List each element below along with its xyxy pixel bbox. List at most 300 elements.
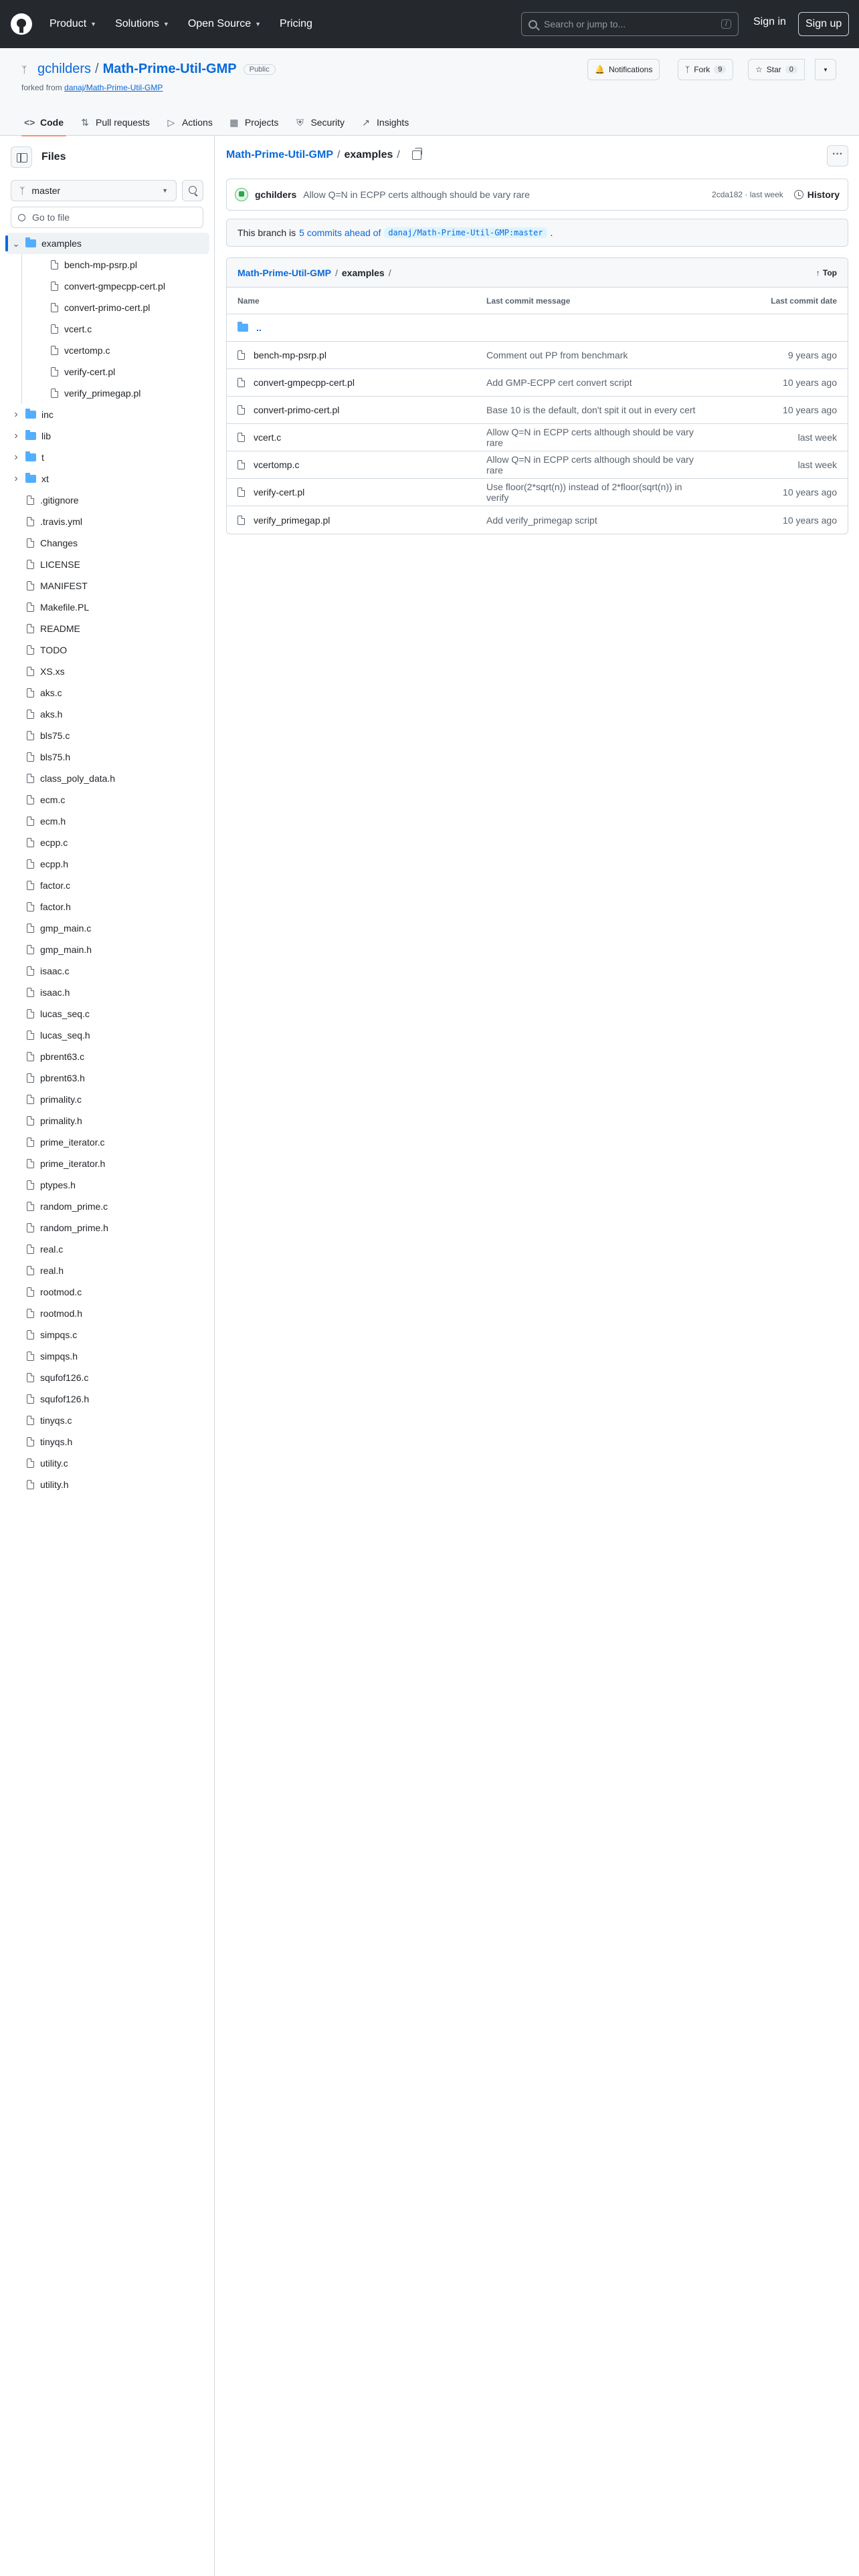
tree-item-label: ecm.c <box>40 794 66 805</box>
files-header <box>11 146 66 168</box>
tab-pull-requests[interactable] <box>72 109 158 136</box>
tree-file-item[interactable] <box>5 1089 209 1110</box>
file-icon <box>51 303 58 312</box>
tree-file-item[interactable] <box>5 1217 209 1239</box>
chevron-down-icon[interactable]: ⌄ <box>12 237 20 249</box>
file-icon <box>237 488 245 497</box>
file-icon <box>27 688 34 697</box>
file-icon <box>51 260 58 270</box>
tree-file-item[interactable] <box>5 1046 209 1067</box>
file-table-columns <box>227 288 848 314</box>
tree-item-label: bls75.h <box>40 752 71 762</box>
file-icon <box>27 752 34 762</box>
file-icon <box>27 517 34 526</box>
file-icon <box>27 1052 34 1061</box>
tree-file-item[interactable] <box>5 361 209 383</box>
file-icon <box>27 581 34 591</box>
commit-date: 10 years ago <box>783 405 837 415</box>
column-last-commit-date: Last commit date <box>771 296 837 306</box>
avatar[interactable] <box>235 188 248 201</box>
tree-file-item[interactable] <box>5 1474 209 1495</box>
tree-file-item[interactable] <box>5 725 209 746</box>
file-icon <box>27 1223 34 1232</box>
file-icon <box>27 496 34 505</box>
file-icon <box>27 1138 34 1147</box>
collapse-sidebar-button[interactable] <box>11 146 32 168</box>
commit-message-link[interactable]: Comment out PP from benchmark <box>486 350 628 360</box>
tree-file-item[interactable] <box>5 853 209 875</box>
search-shortcut-key: / <box>721 19 731 29</box>
chevron-right-icon[interactable]: › <box>14 409 18 420</box>
tree-item-label: MANIFEST <box>40 580 88 591</box>
tree-item-label: README <box>40 623 80 634</box>
file-icon <box>27 1266 34 1275</box>
tree-folder-item[interactable] <box>5 447 209 468</box>
commit-message-link[interactable]: Allow Q=N in ECPP certs although should be vary rare <box>486 427 694 448</box>
play-icon: ▷ <box>167 116 175 128</box>
tree-item-label: XS.xs <box>40 666 65 677</box>
tree-item-label: convert-primo-cert.pl <box>64 302 151 313</box>
repo-forked-icon: ᛉ <box>21 64 27 75</box>
parent-directory-link[interactable]: .. <box>256 322 262 333</box>
tree-item-label: vcert.c <box>64 324 92 334</box>
table-breadcrumb-folder: examples <box>341 267 385 278</box>
file-name-link[interactable]: convert-gmpecpp-cert.pl <box>254 377 355 388</box>
copy-path-icon[interactable] <box>412 150 421 160</box>
tree-file-item[interactable] <box>5 1153 209 1174</box>
tree-file-item[interactable] <box>5 532 209 554</box>
file-icon <box>27 1159 34 1168</box>
commit-author-link[interactable]: gchilders <box>255 189 297 200</box>
commit-message-link[interactable]: Allow Q=N in ECPP certs although should be vary rare <box>486 454 694 475</box>
file-name-cell <box>237 487 486 498</box>
commit-date: 10 years ago <box>783 377 837 388</box>
breadcrumb-separator: / <box>335 267 338 278</box>
chevron-right-icon[interactable]: › <box>14 473 18 484</box>
history-label: History <box>807 189 840 200</box>
folder-icon <box>237 324 248 332</box>
chevron-right-icon[interactable]: › <box>14 451 18 463</box>
nav-open-source[interactable] <box>188 18 261 30</box>
tree-file-item[interactable] <box>5 254 209 276</box>
pull-request-icon: ⇅ <box>81 116 89 128</box>
tree-item-label: vcertomp.c <box>64 345 110 356</box>
star-icon: ☆ <box>755 65 763 74</box>
tree-file-item[interactable] <box>5 1196 209 1217</box>
branch-selector[interactable] <box>11 180 177 201</box>
tree-item-label: tinyqs.c <box>40 1415 72 1426</box>
tree-folder-item[interactable] <box>5 468 209 490</box>
tree-item-label: pbrent63.h <box>40 1073 85 1083</box>
tree-item-label: primality.h <box>40 1115 82 1126</box>
tree-file-item[interactable] <box>5 1260 209 1281</box>
tree-file-item[interactable] <box>5 639 209 661</box>
tree-file-item[interactable] <box>5 1003 209 1025</box>
table-row[interactable] <box>227 397 848 424</box>
table-row[interactable] <box>227 479 848 506</box>
tab-insights[interactable] <box>353 109 417 136</box>
tree-item-label: ptypes.h <box>40 1180 76 1190</box>
commit-message-link[interactable]: Base 10 is the default, don't spit it out in every cert <box>486 405 696 415</box>
tree-item-label: lucas_seq.h <box>40 1030 90 1041</box>
file-icon <box>27 1073 34 1083</box>
file-icon <box>27 859 34 869</box>
tree-file-item[interactable] <box>5 618 209 639</box>
tree-item-label: utility.h <box>40 1479 69 1490</box>
forked-from <box>21 83 163 92</box>
title-separator: / <box>95 62 99 76</box>
tree-item-label: squfof126.c <box>40 1372 89 1383</box>
notifications-label: Notifications <box>608 65 653 74</box>
tab-security[interactable] <box>286 109 353 136</box>
tree-file-item[interactable] <box>5 1453 209 1474</box>
search-icon <box>18 214 25 221</box>
tree-item-label: convert-gmpecpp-cert.pl <box>64 281 165 292</box>
ahead-prefix: This branch is <box>237 227 296 238</box>
parent-directory-cell <box>237 322 486 333</box>
tree-item-label: inc <box>41 409 54 420</box>
file-table-header <box>227 258 848 288</box>
ahead-suffix: . <box>550 227 553 238</box>
file-icon <box>27 1116 34 1125</box>
file-name-link[interactable]: vcertomp.c <box>254 459 300 470</box>
file-icon <box>27 624 34 633</box>
tree-item-label: prime_iterator.c <box>40 1137 105 1148</box>
tree-file-item[interactable] <box>5 554 209 575</box>
github-logo-icon[interactable] <box>11 13 32 35</box>
table-row[interactable] <box>227 342 848 369</box>
file-icon <box>27 838 34 847</box>
tree-file-item[interactable] <box>5 1431 209 1453</box>
fork-count: 9 <box>714 66 726 74</box>
tree-item-label: utility.c <box>40 1458 68 1469</box>
tree-item-label: random_prime.c <box>40 1201 108 1212</box>
tree-item-label: rootmod.c <box>40 1287 82 1297</box>
chevron-down-icon: ▼ <box>823 66 828 73</box>
commit-hash-time[interactable]: 2cda182 · last week <box>712 190 783 199</box>
file-icon <box>237 516 245 525</box>
branch-ahead-notice <box>226 219 848 247</box>
commit-message-link[interactable]: Add verify_primegap script <box>486 514 597 526</box>
file-icon <box>27 1287 34 1297</box>
column-name: Name <box>237 296 260 306</box>
repo-header <box>0 48 859 136</box>
tree-file-item[interactable] <box>5 768 209 789</box>
tree-file-item[interactable] <box>5 490 209 511</box>
go-to-file-placeholder: Go to file <box>32 212 70 223</box>
tab-label: Security <box>310 117 345 128</box>
tree-file-item[interactable] <box>5 1281 209 1303</box>
file-icon <box>27 667 34 676</box>
tree-item-label: simpqs.h <box>40 1351 78 1362</box>
table-row[interactable] <box>227 506 848 534</box>
tree-file-item[interactable] <box>5 340 209 361</box>
forked-from-link[interactable]: danaj/Math-Prime-Util-GMP <box>64 83 163 92</box>
file-icon <box>27 924 34 933</box>
parent-directory-row[interactable] <box>227 314 848 342</box>
tree-item-label: Makefile.PL <box>40 602 90 613</box>
tree-file-item[interactable] <box>5 832 209 853</box>
tree-item-label: TODO <box>40 645 68 655</box>
nav-label: Open Source <box>187 18 252 29</box>
breadcrumb-separator: / <box>388 267 391 278</box>
folder-icon <box>25 411 36 419</box>
tree-item-label: simpqs.c <box>40 1329 78 1340</box>
tree-item-label: t <box>41 452 44 463</box>
tree-file-item[interactable] <box>5 1324 209 1346</box>
tree-file-item[interactable] <box>5 1174 209 1196</box>
repo-owner-link[interactable]: gchilders <box>37 62 92 76</box>
more-options-button[interactable]: ··· <box>827 145 848 167</box>
nav-label: Product <box>50 18 87 29</box>
tree-item-label: real.h <box>40 1265 64 1276</box>
file-icon <box>27 774 34 783</box>
file-icon <box>27 1309 34 1318</box>
file-icon <box>27 1352 34 1361</box>
folder-icon <box>25 475 36 483</box>
tree-file-item[interactable] <box>5 960 209 982</box>
tree-file-item[interactable] <box>5 1239 209 1260</box>
star-button[interactable] <box>748 59 805 80</box>
file-name-link[interactable]: vcert.c <box>254 432 282 443</box>
file-icon <box>27 710 34 719</box>
tree-file-item[interactable] <box>5 661 209 682</box>
tree-item-label: lib <box>41 431 52 441</box>
tree-item-label: ecpp.c <box>40 837 68 848</box>
star-dropdown-button[interactable] <box>815 59 836 80</box>
commit-date: last week <box>797 432 837 443</box>
history-icon <box>794 190 803 199</box>
file-icon <box>27 1031 34 1040</box>
table-breadcrumb-repo-link[interactable]: Math-Prime-Util-GMP <box>237 267 331 278</box>
nav-label: Solutions <box>115 18 159 29</box>
commit-date: 10 years ago <box>783 487 837 498</box>
tree-file-item[interactable] <box>5 276 209 297</box>
upstream-ref: danaj/Math-Prime-Util-GMP:master <box>384 227 547 238</box>
tree-file-item[interactable] <box>5 918 209 939</box>
file-icon <box>27 1009 34 1018</box>
chevron-right-icon[interactable]: › <box>14 430 18 441</box>
file-icon <box>27 1373 34 1382</box>
tab-label: Actions <box>181 117 213 128</box>
file-icon <box>51 389 58 398</box>
tree-item-label: squfof126.h <box>40 1394 90 1404</box>
tree-file-item[interactable] <box>5 896 209 918</box>
tree-file-item[interactable] <box>5 939 209 960</box>
tree-file-item[interactable] <box>5 575 209 597</box>
tree-indent-guide <box>21 254 22 404</box>
file-icon <box>27 902 34 911</box>
history-button[interactable] <box>794 189 840 200</box>
tree-item-label: ecpp.h <box>40 859 69 869</box>
tree-item-label: xt <box>41 473 49 484</box>
tree-file-item[interactable] <box>5 1367 209 1388</box>
tree-file-item[interactable] <box>5 1388 209 1410</box>
tree-item-label: .gitignore <box>40 495 79 506</box>
file-rows <box>227 342 848 534</box>
latest-commit-bar <box>226 179 848 211</box>
go-to-file-input[interactable] <box>11 207 203 228</box>
tab-label: Pull requests <box>96 117 150 128</box>
tree-file-item[interactable] <box>5 704 209 725</box>
file-icon <box>27 817 34 826</box>
tree-file-item[interactable] <box>5 383 209 404</box>
tab-label: Code <box>40 117 64 128</box>
tree-item-label: aks.h <box>40 709 63 720</box>
file-icon <box>27 1480 34 1489</box>
file-icon <box>27 645 34 655</box>
fork-button[interactable] <box>678 59 733 80</box>
tree-item-label: tinyqs.h <box>40 1436 73 1447</box>
tree-file-item[interactable] <box>5 1025 209 1046</box>
search-placeholder: Search or jump to... <box>544 19 626 29</box>
commits-ahead-link[interactable]: 5 commits ahead of <box>299 227 381 238</box>
back-to-top-button[interactable] <box>816 268 837 278</box>
commit-message-link[interactable]: Allow Q=N in ECPP certs although should be vary rare <box>303 189 530 200</box>
tree-file-item[interactable] <box>5 746 209 768</box>
tree-folder-item[interactable] <box>5 233 209 254</box>
table-row[interactable] <box>227 451 848 479</box>
tree-item-label: examples <box>41 238 82 249</box>
file-tree <box>5 233 209 1495</box>
tree-file-item[interactable] <box>5 318 209 340</box>
tab-actions[interactable] <box>158 109 221 136</box>
file-icon <box>237 460 245 469</box>
file-icon <box>27 1180 34 1190</box>
notifications-button[interactable] <box>587 59 660 80</box>
tree-item-label: rootmod.h <box>40 1308 83 1319</box>
file-name-link[interactable]: convert-primo-cert.pl <box>254 405 340 415</box>
tree-item-label: bench-mp-psrp.pl <box>64 259 137 270</box>
chevron-down-icon: ▼ <box>90 21 97 27</box>
folder-icon <box>25 239 36 247</box>
file-icon <box>51 367 58 377</box>
repo-name-link[interactable]: Math-Prime-Util-GMP <box>102 62 237 76</box>
tree-file-item[interactable] <box>5 1346 209 1367</box>
table-icon: ▦ <box>229 116 239 128</box>
file-icon <box>237 378 245 387</box>
commit-date: 9 years ago <box>787 350 837 360</box>
breadcrumb-current-folder: examples <box>344 149 393 160</box>
breadcrumb-repo-link[interactable]: Math-Prime-Util-GMP <box>226 149 333 160</box>
global-search-input[interactable] <box>521 12 739 36</box>
bell-icon: 🔔 <box>595 65 605 74</box>
sign-in-link[interactable]: Sign in <box>753 16 786 27</box>
file-icon <box>51 324 58 334</box>
file-icon <box>27 1245 34 1254</box>
file-icon <box>27 1394 34 1404</box>
arrow-up-icon: ↑ <box>816 267 820 278</box>
commit-message-link[interactable]: Use floor(2*sqrt(n)) instead of 2*floor(sqrt(n)) in verify <box>486 481 682 503</box>
nav-pricing[interactable] <box>280 18 312 30</box>
file-icon <box>237 433 245 442</box>
file-icon <box>237 405 245 415</box>
file-icon <box>27 795 34 804</box>
tree-item-label: Changes <box>40 538 78 548</box>
chevron-down-icon: ▼ <box>255 21 262 27</box>
tree-file-item[interactable] <box>5 1110 209 1132</box>
tree-file-item[interactable] <box>5 875 209 896</box>
shield-icon: ⛨ <box>296 116 304 128</box>
tree-file-item[interactable] <box>5 1132 209 1153</box>
file-table <box>226 257 848 534</box>
tree-item-label: lucas_seq.c <box>40 1008 90 1019</box>
tree-file-item[interactable] <box>5 1410 209 1431</box>
repo-forked-icon: ᛉ <box>685 65 690 74</box>
tab-code[interactable] <box>16 109 72 136</box>
star-label: Star <box>766 65 781 74</box>
repo-tabs <box>16 109 417 136</box>
table-row[interactable] <box>227 369 848 397</box>
tree-file-item[interactable] <box>5 297 209 318</box>
tree-item-label: isaac.h <box>40 987 70 998</box>
file-name-cell <box>237 432 486 443</box>
tree-item-label: bls75.c <box>40 730 70 741</box>
file-name-cell <box>237 350 486 360</box>
file-icon <box>27 560 34 569</box>
search-files-button[interactable] <box>182 180 203 201</box>
file-icon <box>237 350 245 360</box>
tree-item-label: aks.c <box>40 687 62 698</box>
file-icon <box>27 1202 34 1211</box>
forked-prefix: forked from <box>21 83 62 92</box>
folder-icon <box>25 432 36 440</box>
tree-item-label: factor.c <box>40 880 71 891</box>
commit-message-link[interactable]: Add GMP-ECPP cert convert script <box>486 377 632 388</box>
git-branch-icon: ᛉ <box>19 185 25 196</box>
tree-file-item[interactable] <box>5 1303 209 1324</box>
tree-file-item[interactable] <box>5 982 209 1003</box>
breadcrumb-separator: / <box>337 149 341 160</box>
file-name-cell <box>237 377 486 388</box>
table-row[interactable] <box>227 424 848 451</box>
files-title: Files <box>41 151 66 163</box>
tree-item-label: class_poly_data.h <box>40 773 116 784</box>
star-count: 0 <box>785 66 797 74</box>
tree-item-label: gmp_main.h <box>40 944 92 955</box>
tree-file-item[interactable] <box>5 811 209 832</box>
tree-item-label: primality.c <box>40 1094 82 1105</box>
tree-item-label: random_prime.h <box>40 1222 108 1233</box>
tree-folder-item[interactable] <box>5 425 209 447</box>
file-icon <box>27 1416 34 1425</box>
chevron-down-icon: ▼ <box>163 21 169 27</box>
tree-folder-item[interactable] <box>5 404 209 425</box>
breadcrumb <box>226 149 421 161</box>
commit-date: last week <box>797 459 837 470</box>
tree-file-item[interactable] <box>5 511 209 532</box>
file-name-link[interactable]: bench-mp-psrp.pl <box>254 350 326 360</box>
file-icon <box>27 1459 34 1468</box>
file-icon <box>51 346 58 355</box>
file-name-link[interactable]: verify_primegap.pl <box>254 514 330 526</box>
file-name-link[interactable]: verify-cert.pl <box>254 487 305 498</box>
tree-item-label: prime_iterator.h <box>40 1158 106 1169</box>
tree-file-item[interactable] <box>5 789 209 811</box>
nav-product[interactable] <box>50 18 96 30</box>
code-icon: <> <box>24 117 35 128</box>
tree-item-label: isaac.c <box>40 966 70 976</box>
sign-up-button[interactable]: Sign up <box>798 12 849 36</box>
nav-solutions[interactable] <box>115 18 169 30</box>
tab-projects[interactable] <box>221 109 287 136</box>
repo-title <box>21 62 276 77</box>
tree-file-item[interactable] <box>5 597 209 618</box>
top-label: Top <box>822 267 837 278</box>
tree-item-label: verify-cert.pl <box>64 366 116 377</box>
tree-file-item[interactable] <box>5 682 209 704</box>
tree-file-item[interactable] <box>5 1067 209 1089</box>
